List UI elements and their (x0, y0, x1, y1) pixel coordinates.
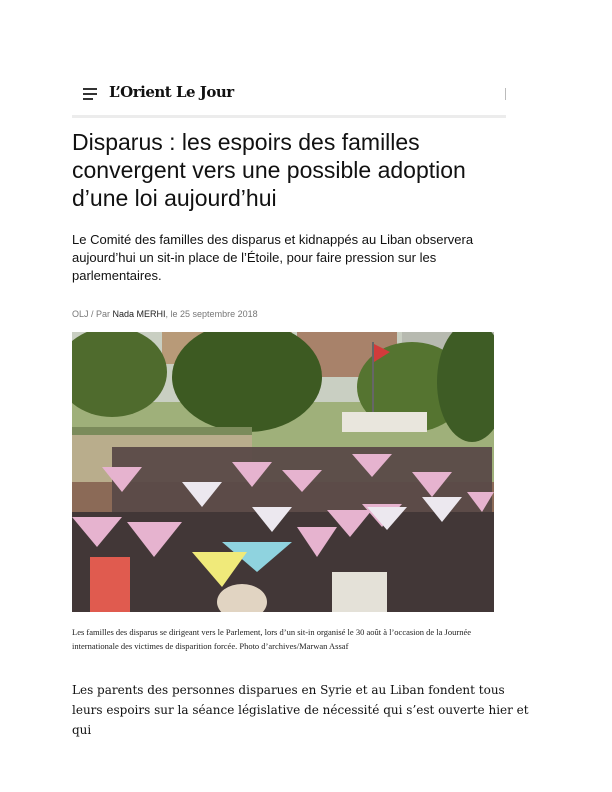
byline-prefix: OLJ / Par (72, 309, 113, 319)
article-byline (72, 309, 258, 319)
article-title: Disparus : les espoirs des familles convergent vers une possible adoption d’une loi aujourd’hui (72, 129, 466, 211)
byline-author[interactable]: Nada MERHI (112, 309, 166, 319)
article-body: Les parents des personnes disparues en Syrie et au Liban fondent tous leurs espoirs sur la séance législative de nécessité qui s’est ouverte hier et qui (72, 683, 529, 737)
header-divider (505, 88, 506, 100)
header-bar (72, 80, 506, 110)
header-rule (72, 115, 506, 118)
protest-photo-illustration (72, 332, 494, 612)
article-lead: Le Comité des familles des disparus et kidnappés au Liban observera aujourd’hui un sit-in place de l’Étoile, pour faire pression sur les parlementaires. (72, 232, 474, 283)
hamburger-menu-icon[interactable] (83, 88, 97, 100)
byline-date: , le 25 septembre 2018 (165, 309, 258, 319)
photo-caption: Les familles des disparus se dirigeant vers le Parlement, lors d’un sit-in organisé le 30 août à l’occasion de la Journée internationale des victimes de disparition forcée. Photo d’archives/Marwan Assaf (72, 627, 471, 651)
site-logo[interactable]: L’Orient Le Jour (109, 83, 234, 101)
article-photo (72, 332, 494, 612)
